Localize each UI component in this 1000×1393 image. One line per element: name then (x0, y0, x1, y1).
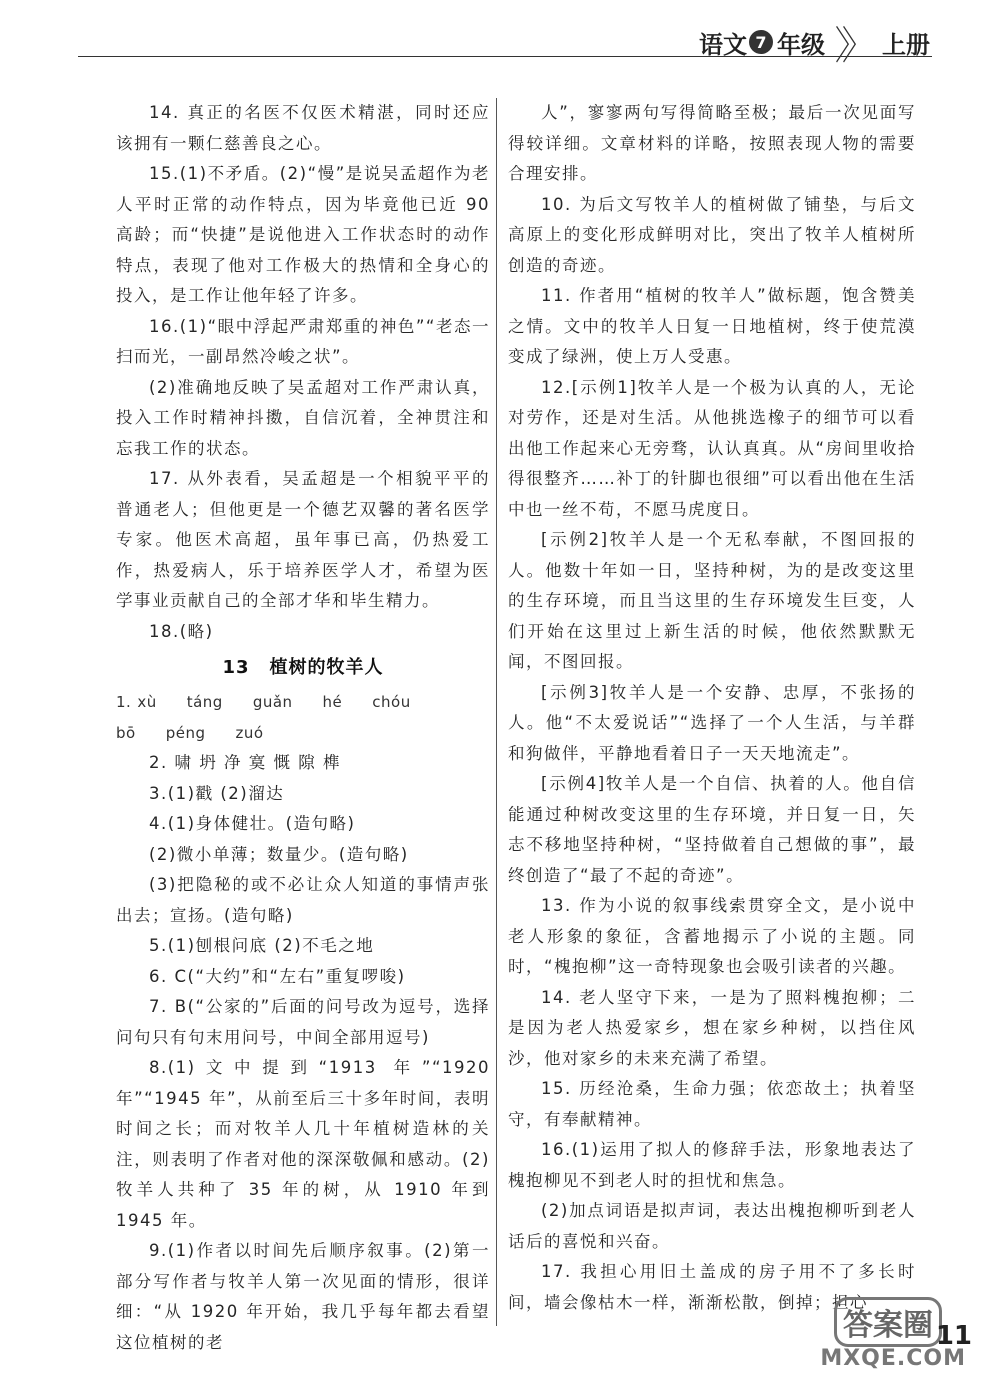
answer-paragraph: 人”，寥寥两句写得简略至极；最后一次见面写得较详细。文章材料的详略，按照表现人物的需要合理安排。 (508, 103, 916, 183)
page-number: 11 (935, 1321, 972, 1351)
pinyin-label: 1. (116, 693, 132, 711)
answer-paragraph: 10. 为后文写牧羊人的植树做了铺垫，与后文高原上的变化形成鲜明对比，突出了牧羊人植树所创造的奇迹。 (508, 194, 916, 275)
answer-paragraph: 4.(1)身体健壮。(造句略) (149, 814, 356, 833)
answers-before-section (116, 98, 490, 647)
answer-paragraph: 8.(1)文中提到“1913 年”“1920 年”“1945 年”，从前至后三十多年时间，表明时间之长；而对牧羊人几十年植树造林的关注，则表明了作者对他的深深敬佩和感动。(2)牧羊人共种了 35 年的树，从 1910 年到 1945 年。 (116, 1058, 490, 1230)
pinyin-syllable: xù (137, 693, 157, 711)
answer-paragraph: [示例2]牧羊人是一个无私奉献，不图回报的人。他数十年如一日，坚持种树，为的是改变这里的生存环境，而且当这里的生存环境发生巨变，人们开始在这里过上新生活的时候，他依然默默无闻，不图回报。 (508, 530, 916, 671)
answer-paragraph: 11. 作者用“植树的牧羊人”做标题，饱含赞美之情。文中的牧羊人日复一日地植树，终于使荒漠变成了绿洲，使上万人受惠。 (508, 286, 916, 366)
double-chevron-icon: 〉〉 (835, 23, 864, 70)
pinyin-syllable: bō (116, 723, 136, 742)
header-grade: 年级 (777, 30, 825, 59)
answer-paragraph: 5.(1)刨根问底 (2)不毛之地 (149, 936, 375, 955)
answer-paragraph: 17. 从外表看，吴孟超是一个相貌平平的普通老人；但他更是一个德艺双馨的著名医学专家。他医术高超，虽年事已高，仍热爱工作，热爱病人，乐于培养医学人才，希望为医学事业贡献自己的全部才华和毕生精力。 (116, 469, 490, 610)
answer-paragraph: (3)把隐秘的或不必让众人知道的事情声张出去；宣扬。(造句略) (116, 875, 490, 925)
left-column (116, 98, 490, 1358)
answer-paragraph: 16.(1)运用了拟人的修辞手法，形象地表达了槐抱柳见不到老人时的担忧和焦急。 (508, 1140, 916, 1190)
pinyin-syllable: zuó (235, 723, 264, 742)
header-rule (78, 56, 932, 57)
pinyin-syllable: táng (186, 693, 223, 711)
watermark-logo: 答案圈 (834, 1297, 942, 1347)
answer-paragraph: 7. B(“公家的”后面的问号改为逗号，选择问句只有句末用问号，中间全部用逗号) (116, 997, 490, 1047)
right-column (508, 98, 916, 1318)
answer-paragraph: 14. 老人坚守下来，一是为了照料槐抱柳；二是因为老人热爱家乡，想在家乡种树，以挡住风沙，他对家乡的未来充满了希望。 (508, 987, 916, 1068)
section-number: 13 (222, 657, 250, 678)
answers-after-section (116, 748, 490, 1358)
grade-badge: 7 (749, 30, 773, 54)
answer-paragraph: 3.(1)戳 (2)溜达 (149, 783, 285, 803)
answer-paragraph: 15. 历经沧桑，生命力强；依恋故土；执着坚守，有奉献精神。 (508, 1079, 916, 1129)
answer-paragraph: 14. 真正的名医不仅医术精湛，同时还应该拥有一颗仁慈善良之心。 (116, 103, 490, 153)
answer-paragraph: 6. C(“大约”和“左右”重复啰唆) (149, 966, 406, 986)
answer-paragraph: 2. 啸 坍 净 寞 慨 隙 榫 (149, 753, 341, 772)
answer-paragraph: 16.(1)“眼中浮起严肃郑重的神色”“老态一扫而光，一副昂然冷峻之状”。 (116, 316, 490, 366)
page-header (699, 23, 930, 70)
pinyin-syllable: hé (322, 693, 343, 711)
header-volume: 上册 (882, 30, 930, 59)
answer-paragraph: [示例3]牧羊人是一个安静、忠厚，不张扬的人。他“不太爱说话”“选择了一个人生活，与羊群和狗做伴，平静地看着日子一天天地流走”。 (508, 682, 916, 763)
answer-paragraph: [示例4]牧羊人是一个自信、执着的人。他自信能通过种树改变这里的生存环境，并日复一日，矢志不移地坚持种树，“坚持做着自己想做的事”，最终创造了“最了不起的奇迹”。 (508, 774, 916, 885)
answer-paragraph: 13. 作为小说的叙事线索贯穿全文，是小说中老人形象的象征，含蓄地揭示了小说的主题。同时，“槐抱柳”这一奇特现象也会吸引读者的兴趣。 (508, 896, 916, 976)
column-divider (496, 98, 497, 1326)
watermark-site: MXQE.COM (820, 1346, 966, 1371)
answer-paragraph: 15.(1)不矛盾。(2)“慢”是说吴孟超作为老人平时正常的动作特点，因为毕竟他已近 90 高龄；而“快捷”是说他进入工作状态时的动作特点，表现了他对工作极大的热情和全身心的投入，是工作让他年轻了许多。 (116, 164, 490, 305)
pinyin-syllable: guǎn (252, 693, 293, 711)
pinyin-answer (116, 687, 490, 748)
answer-paragraph: (2)加点词语是拟声词，表达出槐抱柳听到老人话后的喜悦和兴奋。 (508, 1201, 916, 1251)
pinyin-syllable: chóu (372, 693, 411, 711)
answer-paragraph: 18.(略) (149, 621, 214, 641)
section-title (116, 651, 490, 685)
pinyin-syllable: péng (165, 723, 206, 742)
answer-paragraph: 9.(1)作者以时间先后顺序叙事。(2)第一部分写作者与牧羊人第一次见面的情形，很详细：“从 1920 年开始，我几乎每年都去看望这位植树的老 (116, 1241, 490, 1352)
answer-paragraph: (2)准确地反映了吴孟超对工作严肃认真，投入工作时精神抖擞，自信沉着，全神贯注和忘我工作的状态。 (116, 377, 490, 458)
answer-paragraph: 12.[示例1]牧羊人是一个极为认真的人，无论对劳作，还是对生活。从他挑选橡子的细节可以看出他工作起来心无旁骛，认认真真。从“房间里收拾得很整齐……补丁的针脚也很细”可以看出他在生活中也一丝不苟，不愿马虎度日。 (508, 377, 916, 519)
header-subject: 语文 (699, 30, 747, 59)
right-answers (508, 98, 916, 1318)
section-title-text: 植树的牧羊人 (269, 657, 384, 678)
answer-paragraph: (2)微小单薄；数量少。(造句略) (149, 844, 409, 864)
answer-paragraph: 17. 我担心用旧土盖成的房子用不了多长时间，墙会像枯木一样，渐渐松散，倒掉；担心 (508, 1262, 916, 1312)
